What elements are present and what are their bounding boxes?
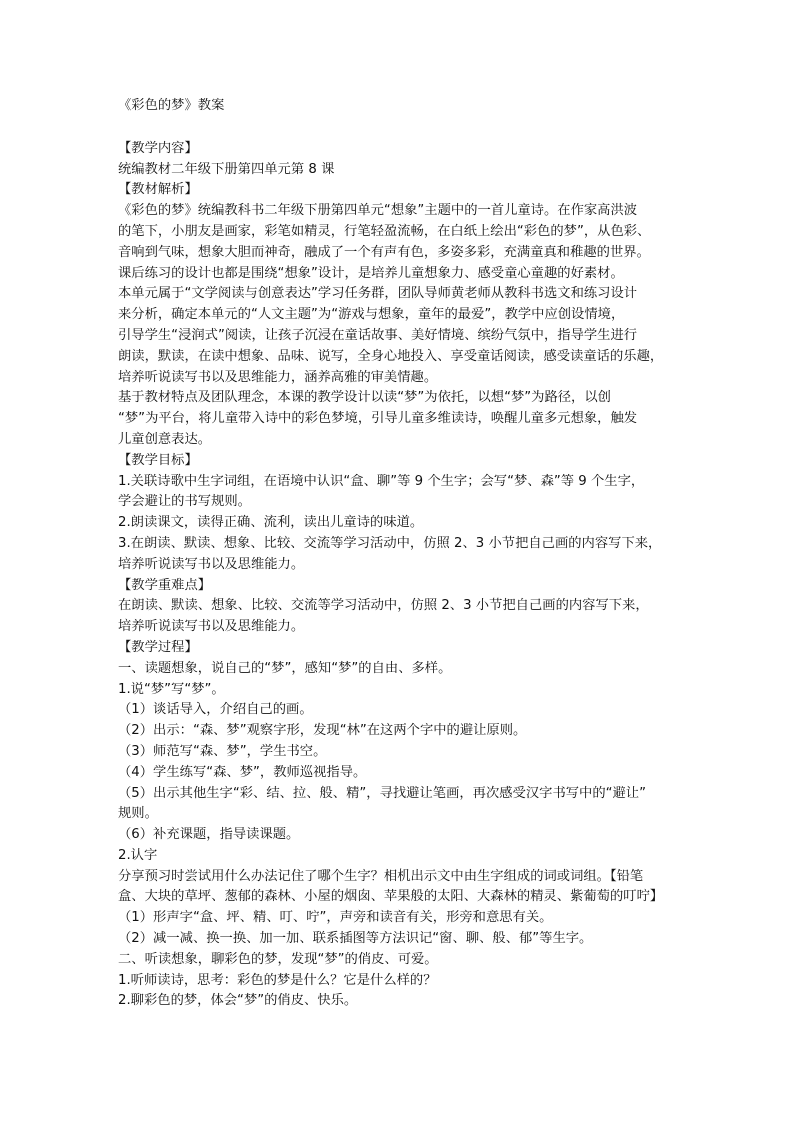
lesson-plan-document xyxy=(118,96,688,1012)
body-line: 引导学生“浸润式”阅读，让孩子沉浸在童话故事、美好情境、缤纷气氛中，指导学生进行 xyxy=(118,327,638,343)
body-line: （4）学生练写“森、梦”，教师巡视指导。 xyxy=(118,764,367,780)
body-line: 统编教材二年级下册第四单元第 8 课 xyxy=(118,161,335,177)
body-line: 规则。 xyxy=(118,806,158,822)
body-line: 的笔下，小朋友是画家，彩笔如精灵，行笔轻盈流畅，在白纸上绘出“彩色的梦”，从色彩、 xyxy=(118,223,651,239)
section-heading-analysis: 【教材解析】 xyxy=(118,182,198,198)
document-title: 《彩色的梦》教案 xyxy=(118,98,225,113)
body-line: （5）出示其他生字“彩、结、拉、般、精”，寻找避让笔画，再次感受汉字书写中的“避让” xyxy=(118,785,646,801)
body-line: 分享预习时尝试用什么办法记住了哪个生字？相机出示文中由生字组成的词或词组。【铅笔 xyxy=(118,868,644,884)
body-line: 儿童创意表达。 xyxy=(118,431,212,447)
section-heading-key-points: 【教学重难点】 xyxy=(118,577,212,593)
body-line: “梦”为平台，将儿童带入诗中的彩色梦境，引导儿童多维读诗，唤醒儿童多元想象，触发 xyxy=(118,411,638,427)
body-line: （1）形声字“盒、坪、精、叮、咛”，声旁和读音有关，形旁和意思有关。 xyxy=(118,910,553,926)
body-line: 1.关联诗歌中生字词组，在语境中认识“盒、聊”等 9 个生字；会写“梦、森”等 9 个生字， xyxy=(118,473,645,489)
body-line: 基于教材特点及团队理念，本课的教学设计以读“梦”为依托，以想“梦”为路径，以创 xyxy=(118,390,611,406)
body-line: （6）补充课题，指导读课题。 xyxy=(118,827,300,843)
body-line: 2.认字 xyxy=(118,847,158,863)
body-line: 培养听说读写书以及思维能力，涵养高雅的审美情趣。 xyxy=(118,369,438,385)
body-line: 盒、大块的草坪、葱郁的森林、小屋的烟囱、苹果般的太阳、大森林的精灵、紫葡萄的叮咛】 xyxy=(118,889,664,905)
section-heading-objectives: 【教学目标】 xyxy=(118,452,198,468)
body-line: 一、读题想象，说自己的“梦”，感知“梦”的自由、多样。 xyxy=(118,660,452,676)
body-line: 来分析，确定本单元的“人文主题”为“游戏与想象，童年的最爱”，教学中应创设情境， xyxy=(118,307,625,323)
body-line: 二、听读想象，聊彩色的梦，发现“梦”的俏皮、可爱。 xyxy=(118,951,438,967)
body-line: 在朗读、默读、想象、比较、交流等学习活动中，仿照 2、3 小节把自己画的内容写下来， xyxy=(118,598,649,614)
body-line: 1.听师读诗，思考：彩色的梦是什么？它是什么样的？ xyxy=(118,972,437,988)
body-line: 培养听说读写书以及思维能力。 xyxy=(118,556,305,572)
body-line: 音响到气味，想象大胆而神奇，融成了一个有声有色，多姿多彩，充满童真和稚趣的世界。 xyxy=(118,244,650,260)
body-line: 朗读，默读，在读中想象、品味、说写，全身心地投入、享受童话阅读，感受读童话的乐趣， xyxy=(118,348,664,364)
section-heading-content: 【教学内容】 xyxy=(118,140,198,156)
body-line: 1.说“梦”写“梦”。 xyxy=(118,681,225,697)
body-line: （3）师范写“森、梦”，学生书空。 xyxy=(118,743,327,759)
body-line: （2）减一减、换一换、加一加、联系插图等方法识记“窗、聊、般、郁”等生字。 xyxy=(118,931,593,947)
body-line: 2.朗读课文，读得正确、流利，读出儿童诗的味道。 xyxy=(118,515,424,531)
document-body xyxy=(118,139,688,1012)
body-line: （1）谈话导入，介绍自己的画。 xyxy=(118,702,313,718)
body-line: 3.在朗读、默读、想象、比较、交流等学习活动中，仿照 2、3 小节把自己画的内容写下来， xyxy=(118,535,662,551)
body-line: 课后练习的设计也都是围绕“想象”设计，是培养儿童想象力、感受童心童趣的好素材。 xyxy=(118,265,624,281)
body-line: 《彩色的梦》统编教科书二年级下册第四单元“想象”主题中的一首儿童诗。在作家高洪波 xyxy=(118,203,638,219)
body-line: （2）出示：“森、梦”观察字形，发现“林”在这两个字中的避让原则。 xyxy=(118,723,527,739)
section-heading-process: 【教学过程】 xyxy=(118,639,198,655)
body-line: 本单元属于“文学阅读与创意表达”学习任务群，团队导师黄老师从教科书选文和练习设计 xyxy=(118,286,638,302)
body-line: 2.聊彩色的梦，体会“梦”的俏皮、快乐。 xyxy=(118,993,358,1009)
body-line: 培养听说读写书以及思维能力。 xyxy=(118,619,305,635)
body-line: 学会避让的书写规则。 xyxy=(118,494,251,510)
